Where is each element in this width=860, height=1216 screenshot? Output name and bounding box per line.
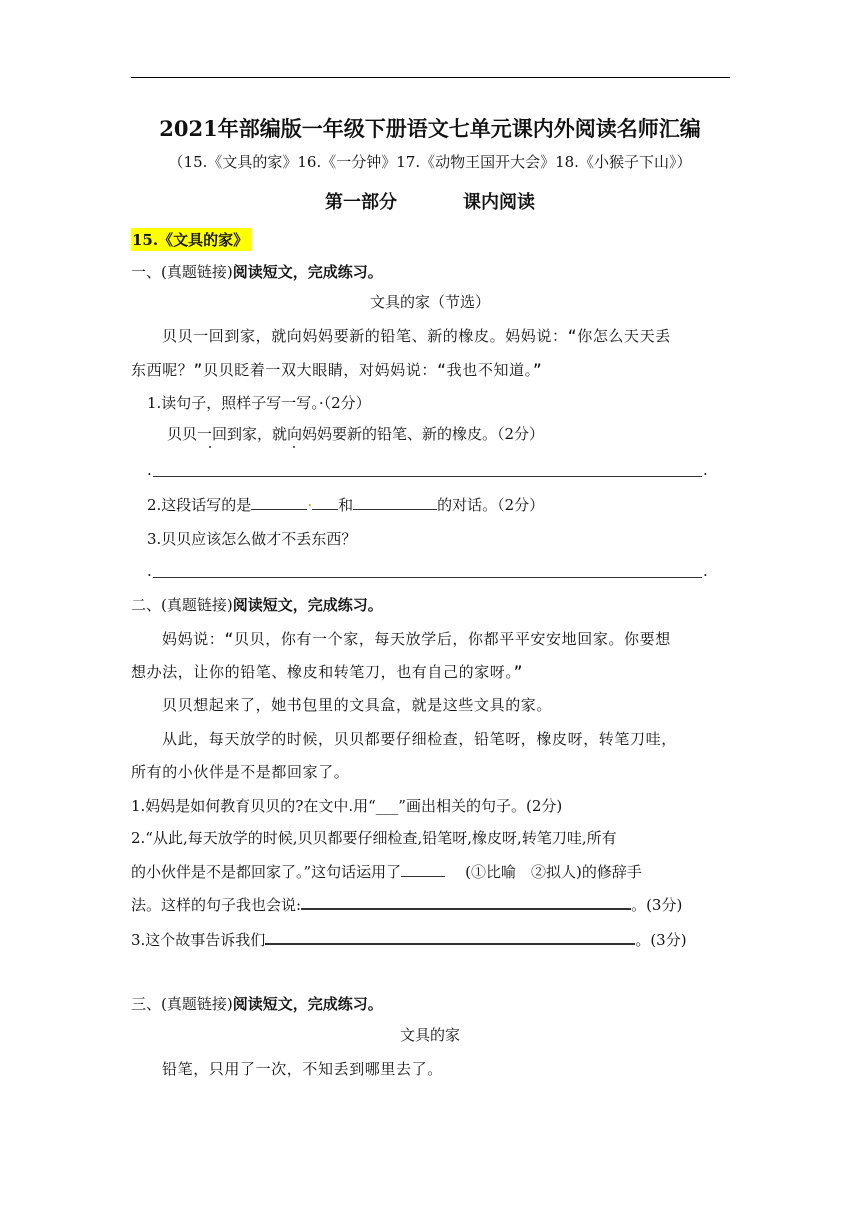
section2-passage-line: 贝贝想起来了，她书包里的文具盒，就是这些文具的家。 [162, 696, 553, 714]
part-name: 课内阅读 [463, 192, 535, 213]
part-heading [0, 188, 860, 214]
section1-passage-title: 文具的家（节选） [369, 293, 490, 311]
section1-question-3: 3.贝贝应该怎么做才不丢东西？ [147, 530, 357, 548]
section2-question-2-cont: 的小伙伴是不是都回家了。”这句话运用了 (①比喻 ②拟人)的修辞手 [131, 863, 642, 881]
section2-question-3: 3.这个故事告诉我们 。(3分) [131, 931, 687, 949]
section1-question-1: 1.读句子，照样子写一写。·（2分） [147, 394, 371, 412]
section1-q3-answer-start: . [147, 562, 152, 580]
section2-passage-line: 想办法，让你的铅笔、橡皮和转笔刀，也有自己的家呀。” [131, 663, 524, 681]
section2-question-2-cont: 法。这样的句子我也会说: 。(3分) [131, 896, 683, 914]
section2-question-1: 1.妈妈是如何教育贝贝的?在文中.用“___”画出相关的句子。(2分) [131, 797, 563, 815]
answer-blank[interactable] [265, 929, 635, 945]
section1-q1-answer-line[interactable] [153, 476, 702, 477]
section1-q1-answer-end: . [703, 461, 708, 479]
emphasis-dot [209, 446, 211, 448]
page-subtitle: （15.《文具的家》16.《一分钟》17.《动物王国开大会》18.《小猴子下山》） [168, 153, 692, 171]
section1-question-1-example: 贝贝一回到家，就向妈妈要新的铅笔、新的橡皮。（2分） [167, 425, 545, 443]
section1-passage-line: 东西呢？”贝贝眨着一双大眼睛，对妈妈说：“我也不知道。” [131, 361, 543, 379]
section3-passage-title: 文具的家 [399, 1026, 460, 1044]
lesson-label: 15.《文具的家》 [131, 228, 252, 251]
section3-heading: 三、(真题链接)阅读短文，完成练习。 [131, 995, 383, 1013]
section2-question-2: 2.“从此,每天放学的时候,贝贝都要仔细检查,铅笔呀,橡皮呀,转笔刀哇,所有 [131, 829, 617, 847]
page-title: 2021年部编版一年级下册语文七单元课内外阅读名师汇编 [159, 116, 701, 141]
part-number: 第一部分 [325, 192, 397, 213]
section1-passage-line: 贝贝一回到家，就向妈妈要新的铅笔、新的橡皮。妈妈说：“你怎么天天丢 [162, 327, 671, 345]
answer-blank[interactable] [353, 495, 437, 510]
header-rule [131, 77, 730, 78]
section1-q3-answer-line[interactable] [153, 577, 702, 578]
section1-q3-answer-end: . [703, 562, 708, 580]
section2-passage-line: 妈妈说：“贝贝，你有一个家，每天放学后，你都平平安安地回家。你要想 [162, 630, 671, 648]
answer-blank[interactable] [312, 495, 338, 510]
section1-q1-answer-start: . [147, 461, 152, 479]
answer-blank[interactable] [301, 894, 631, 910]
section2-heading: 二、(真题链接)阅读短文，完成练习。 [131, 596, 383, 614]
section3-passage-line: 铅笔，只用了一次，不知丢到哪里去了。 [162, 1060, 443, 1078]
answer-blank[interactable] [251, 495, 307, 510]
section2-passage-line: 从此，每天放学的时候，贝贝都要仔细检查，铅笔呀，橡皮呀，转笔刀哇， [162, 730, 677, 748]
section1-question-2: 2.这段话写的是 · 和 的对话。（2分） [147, 496, 545, 514]
emphasis-dot [293, 446, 295, 448]
answer-blank[interactable] [401, 862, 445, 877]
section2-passage-line: 所有的小伙伴是不是都回家了。 [131, 763, 350, 781]
section1-heading: 一、(真题链接)阅读短文，完成练习。 [131, 263, 383, 281]
